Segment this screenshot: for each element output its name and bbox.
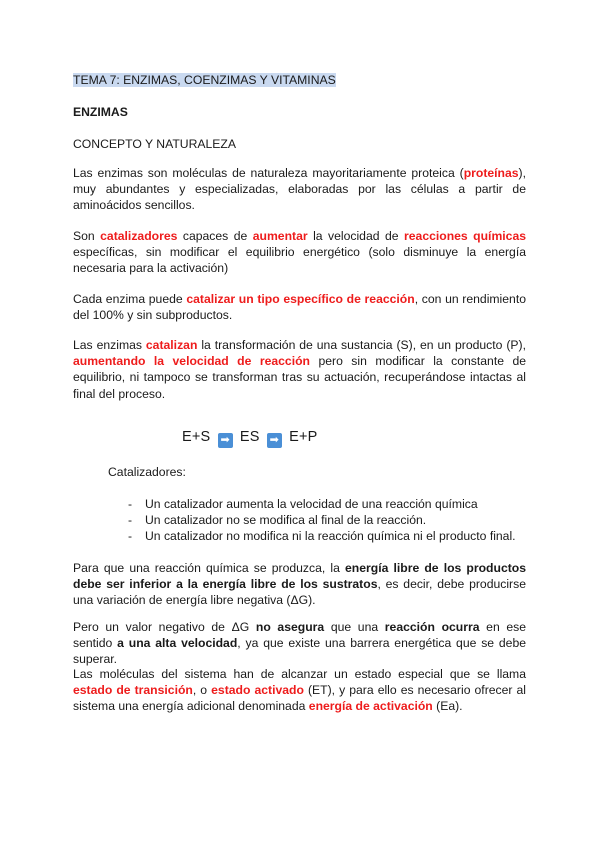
p7-highlight-3: energía de activación [308, 699, 433, 714]
p4-text-a: Las enzimas [73, 338, 146, 352]
p6-bold-2: reacción ocurra [384, 620, 480, 634]
p2-highlight-2: aumentar [252, 229, 308, 243]
doc-title-text: TEMA 7: ENZIMAS, COENZIMAS Y VITAMINAS [73, 73, 336, 87]
p1-highlight: proteínas [463, 166, 519, 180]
p7-text-c: (ET), y para ello es necesario ofrecer al sistema una energía adicional denominada [73, 683, 526, 714]
subsection-heading: CONCEPTO Y NATURALEZA [73, 137, 236, 151]
catalizadores-label: Catalizadores: [108, 465, 186, 479]
p3-text-b: , con un rendimiento del 100% y sin subproductos. [73, 292, 526, 323]
p6-text-d: , ya que existe una barrera energética que se debe superar. [73, 636, 527, 667]
p2-highlight-3: reacciones químicas [404, 229, 526, 243]
equation-term-es-reactants: E+S [182, 429, 211, 445]
p4-highlight-2: aumentando la velocidad de reacción [73, 354, 310, 369]
p1-text-b: ), muy abundantes y especializadas, elaboradas por las células a partir de aminoácidos sencillos. [73, 166, 526, 213]
paragraph-4 [73, 337, 526, 402]
p6-text-a: Pero un valor negativo de ΔG [73, 620, 256, 634]
catalizadores-list [128, 496, 538, 545]
list-item: - Un catalizador aumenta la velocidad de una reacción química [128, 496, 538, 512]
p6-bold-3: a una alta velocidad [117, 636, 238, 651]
p4-text-b: la transformación de una sustancia (S), en un producto (P), [197, 338, 526, 352]
p2-text-d: específicas, sin modificar el equilibrio energético (solo disminuye la energía necesaria para la activación) [73, 245, 526, 276]
p3-text-a: Cada enzima puede [73, 292, 187, 306]
p6-text-b: que una [324, 620, 385, 634]
p4-text-c: pero sin modificar la constante de equilibrio, ni tampoco se transforman tras su actuación, recuperándose intactas al final del proceso. [73, 354, 527, 401]
p7-text-b: , o [192, 683, 212, 698]
p6-bold-1: no asegura [255, 620, 325, 634]
paragraph-2 [73, 228, 526, 277]
p2-highlight-1: catalizadores [100, 229, 178, 243]
list-item: - Un catalizador no modifica ni la reacción química ni el producto final. [128, 528, 538, 544]
paragraph-5 [73, 560, 526, 609]
reaction-equation [182, 429, 318, 448]
p3-highlight: catalizar un tipo específico de reacción [186, 292, 415, 306]
p5-text-b: , es decir, debe producirse una variación de energía libre negativa (ΔG). [73, 577, 526, 608]
p2-text-c: la velocidad de [307, 229, 405, 243]
right-arrow-icon: ➡ [267, 433, 282, 448]
p4-highlight-1: catalizan [145, 338, 198, 352]
right-arrow-icon: ➡ [218, 433, 233, 448]
p7-highlight-1: estado de transición [73, 683, 193, 698]
p6-text-c: en ese sentido [73, 620, 527, 651]
paragraph-3 [73, 291, 526, 323]
p1-text-a: Las enzimas son moléculas de naturaleza mayoritariamente proteica ( [73, 166, 464, 180]
paragraph-1 [73, 165, 526, 214]
p2-text-b: capaces de [177, 229, 253, 243]
doc-title [73, 72, 526, 88]
p7-highlight-2: estado activado [211, 683, 304, 698]
section-heading: ENZIMAS [73, 105, 128, 119]
equation-term-products: E+P [289, 429, 318, 445]
p5-bold: energía libre de los productos debe ser inferior a la energía libre de los sustratos [73, 561, 527, 592]
list-item: - Un catalizador no se modifica al final de la reacción. [128, 512, 538, 528]
p5-text-a: Para que una reacción química se produzca, la [73, 561, 346, 575]
equation-term-complex: ES [239, 429, 260, 445]
paragraph-6 [73, 619, 526, 668]
paragraph-7 [73, 666, 526, 715]
p7-text-d: (Ea). [432, 699, 463, 714]
p7-text-a: Las moléculas del sistema han de alcanzar un estado especial que se llama [73, 667, 526, 681]
p2-text-a: Son [73, 229, 101, 243]
